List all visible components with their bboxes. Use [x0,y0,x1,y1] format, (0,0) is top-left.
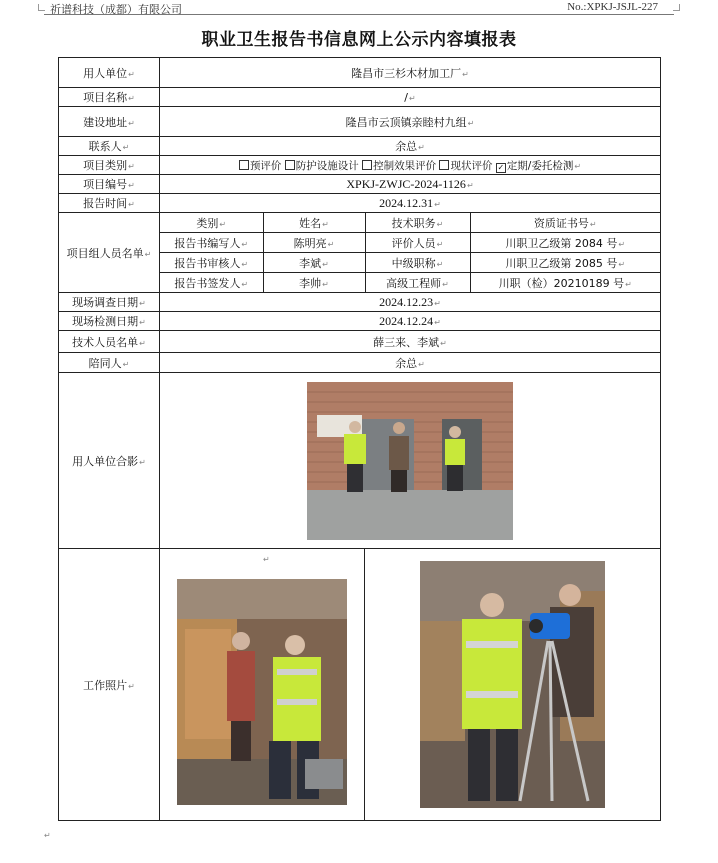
team-title[interactable]: 评价人员↵ [365,233,470,253]
team-row [160,253,660,273]
report-time-label: 报告时间↵ [59,194,160,213]
team-cert[interactable]: 川职卫乙级第 2085 号↵ [470,253,660,273]
option-control-eval[interactable]: 控制效果评价 [362,160,436,172]
project-name-value[interactable]: /↵ [160,88,661,107]
header-doc-number: No.:XPKJ-JSJL-227 [567,1,658,13]
team-cell [160,213,661,293]
header-corner-right [673,4,680,11]
row-survey-date [59,293,661,312]
team-role: 报告书编写人↵ [160,233,263,253]
checkbox-icon [439,160,449,170]
work-photo-1-image [177,579,347,805]
team-header-role: 类别↵ [160,213,263,233]
team-role: 报告书审核人↵ [160,253,263,273]
team-row [160,273,660,293]
option-pre-eval[interactable]: 预评价 [239,160,282,172]
unit-value[interactable]: 隆昌市三杉木材加工厂↵ [160,58,661,88]
option-status-eval[interactable]: 现状评价 [439,160,492,172]
report-time-value[interactable]: 2024.12.31↵ [160,194,661,213]
row-work-photos [59,549,661,821]
team-cert[interactable]: 川职卫乙级第 2084 号↵ [470,233,660,253]
address-label: 建设地址↵ [59,107,160,137]
work-photo-2-image [420,561,605,808]
checkbox-icon [362,160,372,170]
row-team [59,213,661,293]
tech-staff-value[interactable]: 薛三来、李斌↵ [160,331,661,353]
category-label: 项目类别↵ [59,156,160,175]
team-row [160,233,660,253]
header-company: 祈谱科技（成都）有限公司 [50,3,182,16]
row-project-no [59,175,661,194]
team-header-name: 姓名↵ [263,213,365,233]
row-category [59,156,661,175]
team-title[interactable]: 高级工程师↵ [365,273,470,293]
checkbox-checked-icon: ✓ [497,162,505,172]
team-name[interactable]: 李斌↵ [263,253,365,273]
row-contact [59,137,661,156]
row-project-name [59,88,661,107]
row-escort [59,353,661,373]
row-unit [59,58,661,88]
unit-label: 用人单位↵ [59,58,160,88]
team-title[interactable]: 中级职称↵ [365,253,470,273]
escort-label: 陪同人↵ [59,353,160,373]
contact-label: 联系人↵ [59,137,160,156]
row-tech-staff [59,331,661,353]
work-photo-cell-2 [365,549,661,821]
contact-value[interactable]: 余总↵ [160,137,661,156]
paragraph-mark: ↵ [44,831,51,840]
checkbox-icon [285,160,295,170]
team-label: 项目组人员名单↵ [59,213,160,293]
option-protection-design[interactable]: 防护设施设计 [285,160,359,172]
team-header-row [160,213,660,233]
row-address [59,107,661,137]
address-value[interactable]: 隆昌市云顶镇亲睦村九组↵ [160,107,661,137]
team-name[interactable]: 李帅↵ [263,273,365,293]
row-group-photo [59,373,661,549]
header-rule [44,14,674,15]
team-cert[interactable]: 川职（检）20210189 号↵ [470,273,660,293]
work-photos-label: 工作照片↵ [59,549,160,821]
project-no-value[interactable]: XPKJ-ZWJC-2024-1126↵ [160,175,661,194]
test-date-label: 现场检测日期↵ [59,312,160,331]
team-role: 报告书签发人↵ [160,273,263,293]
project-no-label: 项目编号↵ [59,175,160,194]
team-header-cert: 资质证书号↵ [470,213,660,233]
header-corner-left [38,4,45,11]
test-date-value[interactable]: 2024.12.24↵ [160,312,661,331]
option-periodic-test[interactable]: ✓ 定期/委托检测 [497,159,574,172]
project-name-label: 项目名称↵ [59,88,160,107]
team-name[interactable]: 陈明亮↵ [263,233,365,253]
info-form-table [58,57,661,821]
paragraph-mark: ↵ [263,555,270,564]
team-table [160,213,660,292]
work-photo-cell-1 [160,549,365,821]
page-title: 职业卫生报告书信息网上公示内容填报表 [201,30,517,50]
survey-date-label: 现场调查日期↵ [59,293,160,312]
row-test-date [59,312,661,331]
category-options: 预评价 防护设施设计 控制效果评价 现状评价 ✓ 定期/委托检测↵ [160,156,661,175]
team-header-title: 技术职务↵ [365,213,470,233]
survey-date-value[interactable]: 2024.12.23↵ [160,293,661,312]
escort-value[interactable]: 余总↵ [160,353,661,373]
group-photo-label: 用人单位合影↵ [59,373,160,549]
tech-staff-label: 技术人员名单↵ [59,331,160,353]
row-report-time [59,194,661,213]
checkbox-icon [239,160,249,170]
group-photo-image [307,382,513,540]
group-photo-cell [160,373,661,549]
